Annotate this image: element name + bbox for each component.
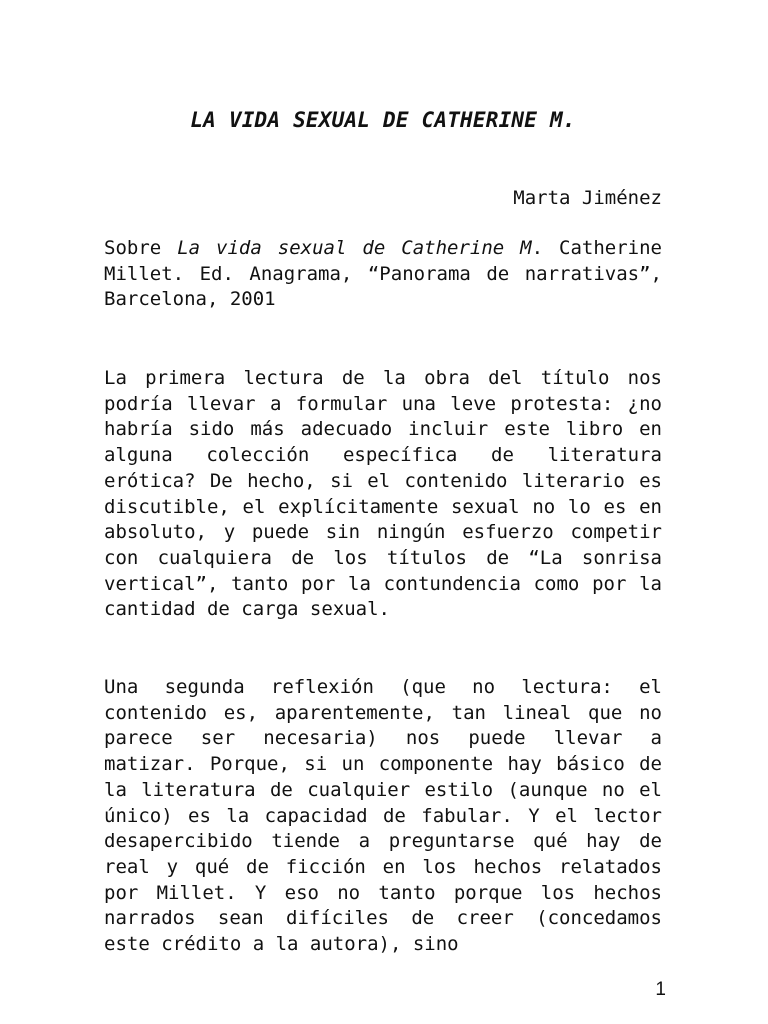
reference-prefix: Sobre [104,237,178,259]
author-name: Marta Jiménez [513,187,662,209]
reference-book-title: La vida sexual de Catherine M [177,237,532,259]
body-paragraph-2: Una segunda reflexión (que no lectura: el contenido es, aparentemente, tan lineal que no parece ser necesaria) nos puede llevar a matizar. Porque, si un componente hay básico de la literatura de cualquier estilo (aunque no el único) es la capacidad de fabular. Y el lector desapercibido tiende a preguntarse qué hay de real y qué de ficción en los hechos relatados por Millet. Y eso no tanto porque los hechos narrados sean difíciles de creer (concedamos este crédito a la autora), sino [104,676,662,956]
page-number: 1 [655,979,666,1000]
reference-details: . Catherine Millet. Ed. Anagrama, “Panorama de narrativas”, Barcelona, 2001 [104,237,662,311]
document-title: LA VIDA SEXUAL DE CATHERINE M. [190,108,576,132]
book-reference [104,236,662,313]
body-paragraph-1: La primera lectura de la obra del título nos podría llevar a formular una leve protesta: ¿no habría sido más adecuado incluir este libro en alguna colección específica de literatura erótica? De hecho, si el contenido literario es discutible, el explícitamente sexual no lo es en absoluto, y puede sin ningún esfuerzo competir con cualquiera de los títulos de “La sonrisa vertical”, tanto por la contundencia como por la cantidad de carga sexual. [104,367,662,621]
